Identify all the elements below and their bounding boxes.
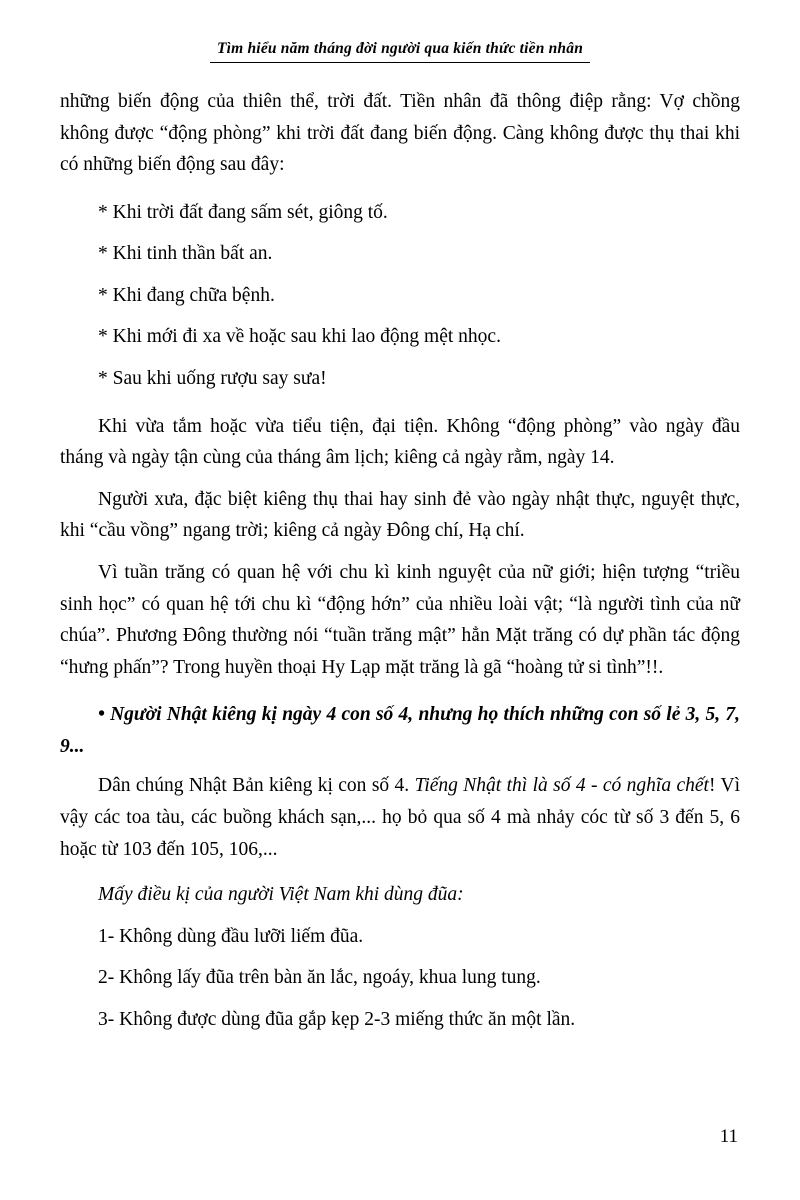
subheading: Mấy điều kị của người Việt Nam khi dùng đũa: <box>98 884 464 906</box>
section-heading <box>60 699 740 762</box>
numbered-item-3: 3- Không được dùng đũa gắp kẹp 2-3 miếng thức ăn một lần. <box>98 1008 576 1030</box>
paragraph-5-part1: Dân chúng Nhật Bản kiêng kị con số 4. <box>98 775 415 797</box>
page-number: 11 <box>719 1126 738 1147</box>
paragraph-4: Vì tuần trăng có quan hệ với chu kì kinh nguyệt của nữ giới; hiện tượng “triều sinh học” có quan hệ tới chu kì “động hớn” của nhiều loài vật; “là người tình của nữ chúa”. Phương Đông thường nói “tuần trăng mật” hẳn Mặt trăng có dự phần tác động “hưng phấn”? Trong huyền thoại Hy Lạp mặt trăng là gã “hoàng tử si tình”!!. <box>60 561 740 678</box>
paragraph-3: Người xưa, đặc biệt kiêng thụ thai hay sinh đẻ vào ngày nhật thực, nguyệt thực, khi “cầu vồng” ngang trời; kiêng cả ngày Đông chí, Hạ chí. <box>60 488 740 542</box>
header-divider <box>210 62 590 63</box>
page-content <box>60 86 740 1045</box>
paragraph-5-italic: Tiếng Nhật thì là số 4 - có nghĩa chết <box>414 775 709 797</box>
bullet-dot-icon: • <box>98 704 105 726</box>
bullet-item-5: * Sau khi uống rượu say sưa! <box>98 368 327 390</box>
paragraph-5-part2: ! Vì vậy các toa tàu, các buồng khách sạn,... họ bỏ qua số 4 mà nhảy cóc từ số 3 đến 5, 6 hoặc từ 103 đến 105, 106,... <box>60 775 740 860</box>
bullet-item-1: * Khi trời đất đang sấm sét, giông tố. <box>98 201 388 223</box>
running-head-title: Tìm hiểu năm tháng đời người qua kiến thức tiền nhân <box>216 40 584 57</box>
spacer <box>60 185 740 197</box>
paragraph-5 <box>60 770 740 865</box>
bullet-item-4: * Khi mới đi xa về hoặc sau khi lao động mệt nhọc. <box>98 326 501 348</box>
bullet-item-2: * Khi tinh thần bất an. <box>98 243 273 265</box>
section-heading-text: Người Nhật kiêng kị ngày 4 con số 4, nhưng họ thích những con số lẻ 3, 5, 7, 9... <box>60 704 741 757</box>
paragraph-2: Khi vừa tắm hoặc vừa tiểu tiện, đại tiện. Không “động phòng” vào ngày đầu tháng và ngày tận cùng của tháng âm lịch; kiêng cả ngày rằm, ngày 14. <box>60 415 740 469</box>
bullet-item-3: * Khi đang chữa bệnh. <box>98 284 275 306</box>
opening-paragraph: những biến động của thiên thể, trời đất. Tiền nhân đã thông điệp rằng: Vợ chồng không được “động phòng” khi trời đất đang biến động. Càng không được thụ thai khi có những biến động sau đây: <box>60 91 740 176</box>
page-header <box>60 40 740 63</box>
numbered-item-1: 1- Không dùng đầu lưỡi liếm đũa. <box>98 925 364 947</box>
numbered-item-2: 2- Không lấy đũa trên bàn ăn lắc, ngoáy, khua lung tung. <box>98 967 541 989</box>
